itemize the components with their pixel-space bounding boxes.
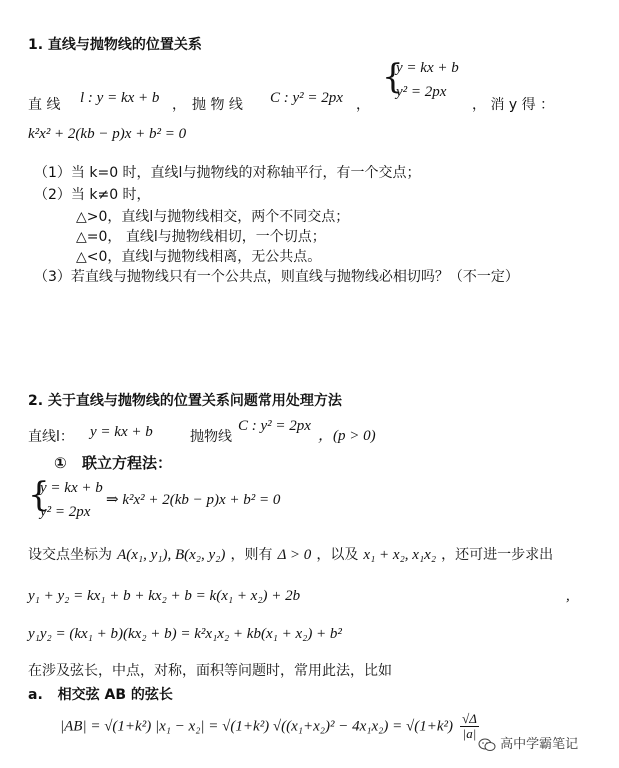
- intersection-line: [28, 544, 608, 564]
- sum-product: x₁ + x₂, x₁x₂: [363, 547, 437, 563]
- chord-length-formula: [60, 712, 479, 742]
- watermark-text: 高中学霸笔记: [500, 737, 579, 752]
- quadratic-equation: k²x² + 2(kb − p)x + b² = 0: [28, 126, 187, 142]
- case-2-delta-negative: △<0，直线l与抛物线相离，无公共点。: [76, 249, 322, 265]
- case-2-delta-zero: △=0， 直线l与抛物线相切，一个切点；: [76, 229, 326, 245]
- p-condition: ，(p > 0): [318, 428, 376, 444]
- parabola-equation: C : y² = 2px: [270, 90, 343, 106]
- parabola-label: 抛 物 线: [192, 97, 243, 113]
- comma: ，: [172, 97, 186, 113]
- y-sum-equation: y₁ + y₂ = kx₁ + b + kx₂ + b = k(x₁ + x₂) + 2b: [28, 588, 301, 604]
- chord-fraction: [460, 712, 479, 742]
- usage-text: 在涉及弦长，中点，对称，面积等问题时，常用此法，比如: [28, 663, 392, 679]
- section1-title: 1. 直线与抛物线的位置关系: [28, 37, 202, 53]
- line-equation-2: y = kx + b: [90, 424, 153, 440]
- parabola-label-2: 抛物线: [190, 429, 232, 445]
- sub-a-label: a.: [28, 687, 43, 703]
- case-2-delta-positive: △>0，直线l与抛物线相交，两个不同交点；: [76, 209, 350, 225]
- intersection-points: A(x₁, y₁), B(x₂, y₂): [117, 547, 226, 563]
- comma: ，: [356, 97, 370, 113]
- intersection-text-d: ，还可进一步求出: [441, 547, 554, 563]
- line-label-2: 直线l：: [28, 429, 74, 445]
- method-1-heading: [54, 452, 172, 473]
- section2-title: 2. 关于直线与抛物线的位置关系问题常用处理方法: [28, 393, 342, 409]
- delta-condition: Δ > 0: [277, 547, 312, 563]
- chord-fraction-numerator: √Δ: [462, 711, 477, 726]
- trailing-comma: ,: [566, 588, 570, 604]
- system-line-2: y² = 2px: [396, 84, 447, 100]
- system-line-1: y = kx + b: [396, 60, 459, 76]
- system2-line-1: y = kx + b: [40, 480, 103, 496]
- y-product-equation: y₁y₂ = (kx₁ + b)(kx₂ + b) = k²x₁x₂ + kb(x₁ + x₂) + b²: [28, 626, 342, 642]
- line-equation: l : y = kx + b: [80, 90, 160, 106]
- chord-fraction-denominator: |a|: [462, 726, 477, 742]
- system2-line-2: y² = 2px: [40, 504, 91, 520]
- method-1-title: 联立方程法：: [81, 454, 172, 472]
- line-label: 直 线: [28, 97, 61, 113]
- case-2: （2）当 k≠0 时，: [34, 187, 151, 203]
- case-1: （1）当 k=0 时，直线l与抛物线的对称轴平行，有一个交点；: [34, 165, 421, 181]
- left-brace: {: [28, 475, 50, 515]
- case-3: （3）若直线与抛物线只有一个公共点，则直线与抛物线必相切吗？（不一定）: [34, 269, 519, 285]
- eliminate-text: ， 消 y 得 ：: [472, 97, 555, 113]
- sub-a-title: 相交弦 AB 的弦长: [57, 687, 173, 703]
- chord-equation: |AB| = √(1+k²) |x₁ − x₂| = √(1+k²) √((x₁+x₂)² − 4x₁x₂) = √(1+k²): [60, 718, 453, 735]
- left-brace: {: [382, 57, 404, 97]
- intersection-text-b: ，则有: [230, 547, 273, 563]
- intersection-text-c: ，以及: [316, 547, 359, 563]
- watermark: [478, 733, 578, 752]
- sub-a-heading: [28, 684, 173, 704]
- implied-quadratic: ⇒ k²x² + 2(kb − p)x + b² = 0: [106, 492, 281, 508]
- intersection-text-a: 设交点坐标为: [28, 547, 112, 563]
- wechat-icon: [478, 738, 496, 752]
- method-1-number: ①: [54, 454, 67, 472]
- parabola-equation-2: C : y² = 2px: [238, 418, 311, 434]
